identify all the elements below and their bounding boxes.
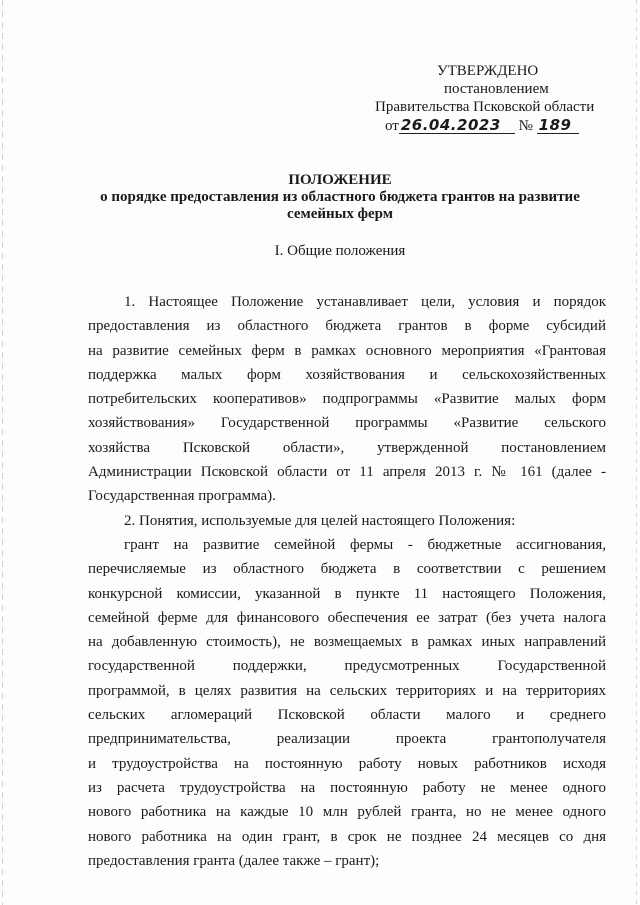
body-line: предоставления гранта (далее также – грант);	[88, 852, 380, 869]
body-line: и трудоустройства на постоянную работу новых работников исходя	[88, 755, 606, 772]
body-line: конкурсной комиссии, указанной в пункте 11 настоящего Положения,	[88, 585, 606, 602]
approval-stamp-block	[375, 62, 615, 135]
body-line: на добавленную стоимость), не возмещаемых в рамках иных направлений	[88, 634, 606, 651]
document-body	[88, 290, 606, 873]
body-line: программой, в целях развития на сельских территориях и на территориях	[88, 682, 606, 699]
body-line: хозяйствования» Государственной программы «Развитие сельского	[88, 415, 606, 432]
handwritten-date: 26.04.2023	[399, 117, 515, 134]
title-heading: ПОЛОЖЕНИЕ	[288, 172, 392, 188]
body-line: поддержка малых форм хозяйствования и сельскохозяйственных	[88, 366, 606, 383]
body-line: сельских агломераций Псковской области малого и среднего	[88, 707, 606, 724]
body-line: государственной поддержки, предусмотренных Государственной	[88, 658, 606, 675]
body-line: перечисляемые из областного бюджета в соответствии с решением	[88, 561, 606, 578]
body-line: потребительских кооперативов» подпрограммы «Развитие малых форм	[88, 391, 606, 408]
body-line: из расчета трудоустройства на постоянную работу не менее одного	[88, 779, 606, 796]
approval-date-number	[375, 117, 615, 135]
handwritten-number: 189	[537, 117, 579, 134]
body-line: Государственная программа).	[88, 488, 276, 505]
title-subtitle-line-1: о порядке предоставления из областного бюджета грантов на развитие	[100, 189, 580, 205]
body-line: нового работника на каждые 10 млн рублей гранта, но не менее одного	[88, 804, 606, 821]
section-heading: I. Общие положения	[274, 243, 406, 259]
body-line: грант на развитие семейной фермы - бюджетные ассигнования,	[124, 536, 606, 553]
body-line: 2. Понятия, используемые для целей настоящего Положения:	[124, 512, 516, 529]
body-line: семейной ферме для финансового обеспечения ее затрат (без учета налога	[88, 609, 606, 626]
number-sign: №	[518, 118, 533, 134]
body-line: хозяйства Псковской области», утвержденной постановлением	[88, 439, 606, 456]
approval-heading: УТВЕРЖДЕНО	[437, 63, 539, 79]
approval-by-resolution: постановлением	[444, 81, 549, 97]
scan-edge-right	[636, 0, 637, 905]
body-line: нового работника на один грант, в срок не позднее 24 месяцев со дня	[88, 828, 606, 845]
body-line: Администрации Псковской области от 11 апреля 2013 г. № 161 (далее -	[88, 464, 606, 481]
body-line: предпринимательства, реализации проекта грантополучателя	[88, 731, 606, 748]
body-line: предоставления из областного бюджета грантов в форме субсидий	[88, 318, 606, 335]
approval-authority: Правительства Псковской области	[375, 99, 595, 115]
document-title	[60, 172, 620, 223]
date-prefix: от	[385, 118, 399, 134]
title-subtitle-line-2: семейных ферм	[287, 206, 393, 222]
body-line: 1. Настоящее Положение устанавливает цели, условия и порядок	[124, 294, 606, 310]
body-line: на развитие семейных ферм в рамках основного мероприятия «Грантовая	[88, 342, 606, 359]
scan-edge-left	[2, 0, 3, 905]
